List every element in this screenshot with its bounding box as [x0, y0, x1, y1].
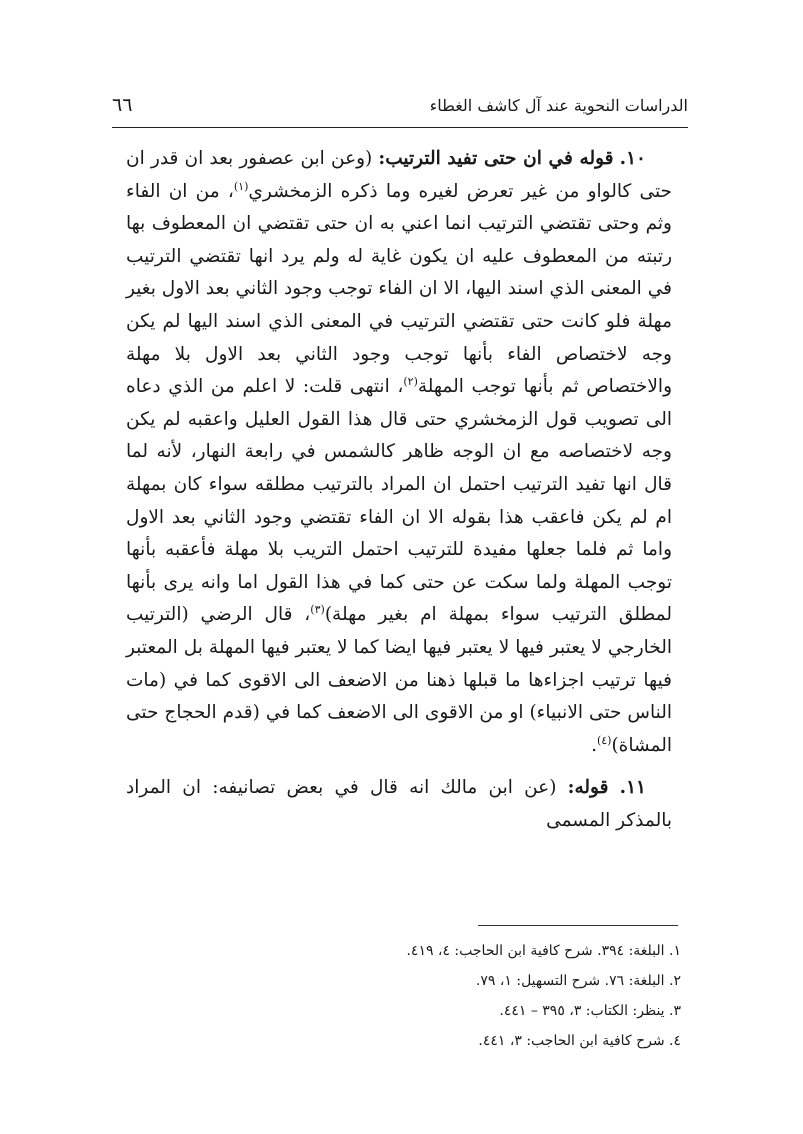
- footnote-divider: [478, 925, 678, 926]
- paragraph-text: ، قال الرضي (الترتيب الخارجي لا يعتبر فيها لا يعتبر فيها ايضا كما لا يعتبر فيها المهلة بل المعتبر فيها ترتيب اجزاءها ما قبلها ذهنا من الاضعف الى الاقوى كما في (مات الناس حتى الانبياء) او من الاقوى الى الاضعف كما في (قدم الحجاج حتى المشاة): [126, 604, 672, 756]
- body-text: [126, 143, 672, 837]
- footnote-ref-3: (٣): [310, 603, 325, 617]
- paragraph-section-10: [126, 143, 672, 762]
- footnote-1: ١. البلغة: ٣٩٤. شرح كافية ابن الحاجب: ٤، ٤١٩.: [406, 943, 681, 959]
- page-number: ٦٦: [112, 94, 133, 116]
- header-divider: [112, 127, 688, 128]
- footnote-ref-2: (٢): [403, 375, 418, 388]
- section-heading: قوله:: [567, 777, 609, 799]
- section-number: ١١.: [619, 777, 646, 799]
- section-number: ١٠.: [619, 148, 646, 169]
- running-header-title: الدراسات النحوية عند آل كاشف الغطاء: [429, 96, 688, 115]
- paragraph-text: ، انتهى قلت: لا اعلم من الذي دعاه الى تصويب قول الزمخشري حتى قال هذا القول العليل واعقبه لم يكن وجه لاختصاصه مع ان الوجه ظاهر كالشمس في رابعة النهار، لأنه لما قال انها تفيد الترتيب احتمل ان المراد بالترتيب مطلقه سواء كان بمهلة ام لم يكن فاعقب هذا بقوله الا ان الفاء تقتضي وجود الثاني بعد الاول واما ثم فلما جعلها مفيدة للترتيب احتمل التريب بلا مهلة فأعقبه بأنها توجب المهلة ولما سكت عن حتى كما في هذا القول اما وانه يرى بأنها لمطلق الترتيب سواء بمهلة ام بغير مهلة): [126, 376, 672, 626]
- paragraph-text: ، من ان الفاء وثم وحتى تقتضي الترتيب انما اعني به ان حتى تقتضي ان المعطوف بها رتبته من المعطوف عليه ان يكون غاية له ولم يرد انها تقتضي الترتيب في المعنى الذي اسند اليها، الا ان الفاء توجب وجود الثاني بعد الاول بغير مهلة فلو كانت حتى تقتضي الترتيب في المعنى الذي اسند اليها لم يكن وجه لاختصاص الفاء بأنها توجب وجود الثاني بعد الاول بلا مهلة والاختصاص ثم بأنها توجب المهلة: [126, 180, 672, 398]
- footnote-4: ٤. شرح كافية ابن الحاجب: ٣، ٤٤١.: [478, 1033, 681, 1049]
- paragraph-text: .: [591, 734, 597, 756]
- footnote-2: ٢. البلغة: ٧٦. شرح التسهيل: ١، ٧٩.: [475, 973, 681, 989]
- paragraph-text: (عن ابن مالك انه قال في بعض تصانيفه: ان المراد بالمذكر المسمى: [126, 777, 672, 831]
- footnote-ref-1: (١): [233, 179, 249, 193]
- footnote-3: ٣. ينظر: الكتاب: ٣، ٣٩٥ – ٤٤١.: [499, 1003, 681, 1019]
- running-header: [112, 90, 688, 126]
- paragraph-text: (وعن ابن عصفور بعد ان قدر ان حتى كالواو من غير تعرض لغيره وما ذكره الزمخشري: [126, 148, 672, 202]
- paragraph-section-11: [126, 772, 672, 837]
- section-heading: قوله في ان حتى تفيد الترتيب:: [378, 148, 614, 169]
- footnotes: [126, 936, 681, 1056]
- footnote-ref-4: (٤): [596, 733, 612, 747]
